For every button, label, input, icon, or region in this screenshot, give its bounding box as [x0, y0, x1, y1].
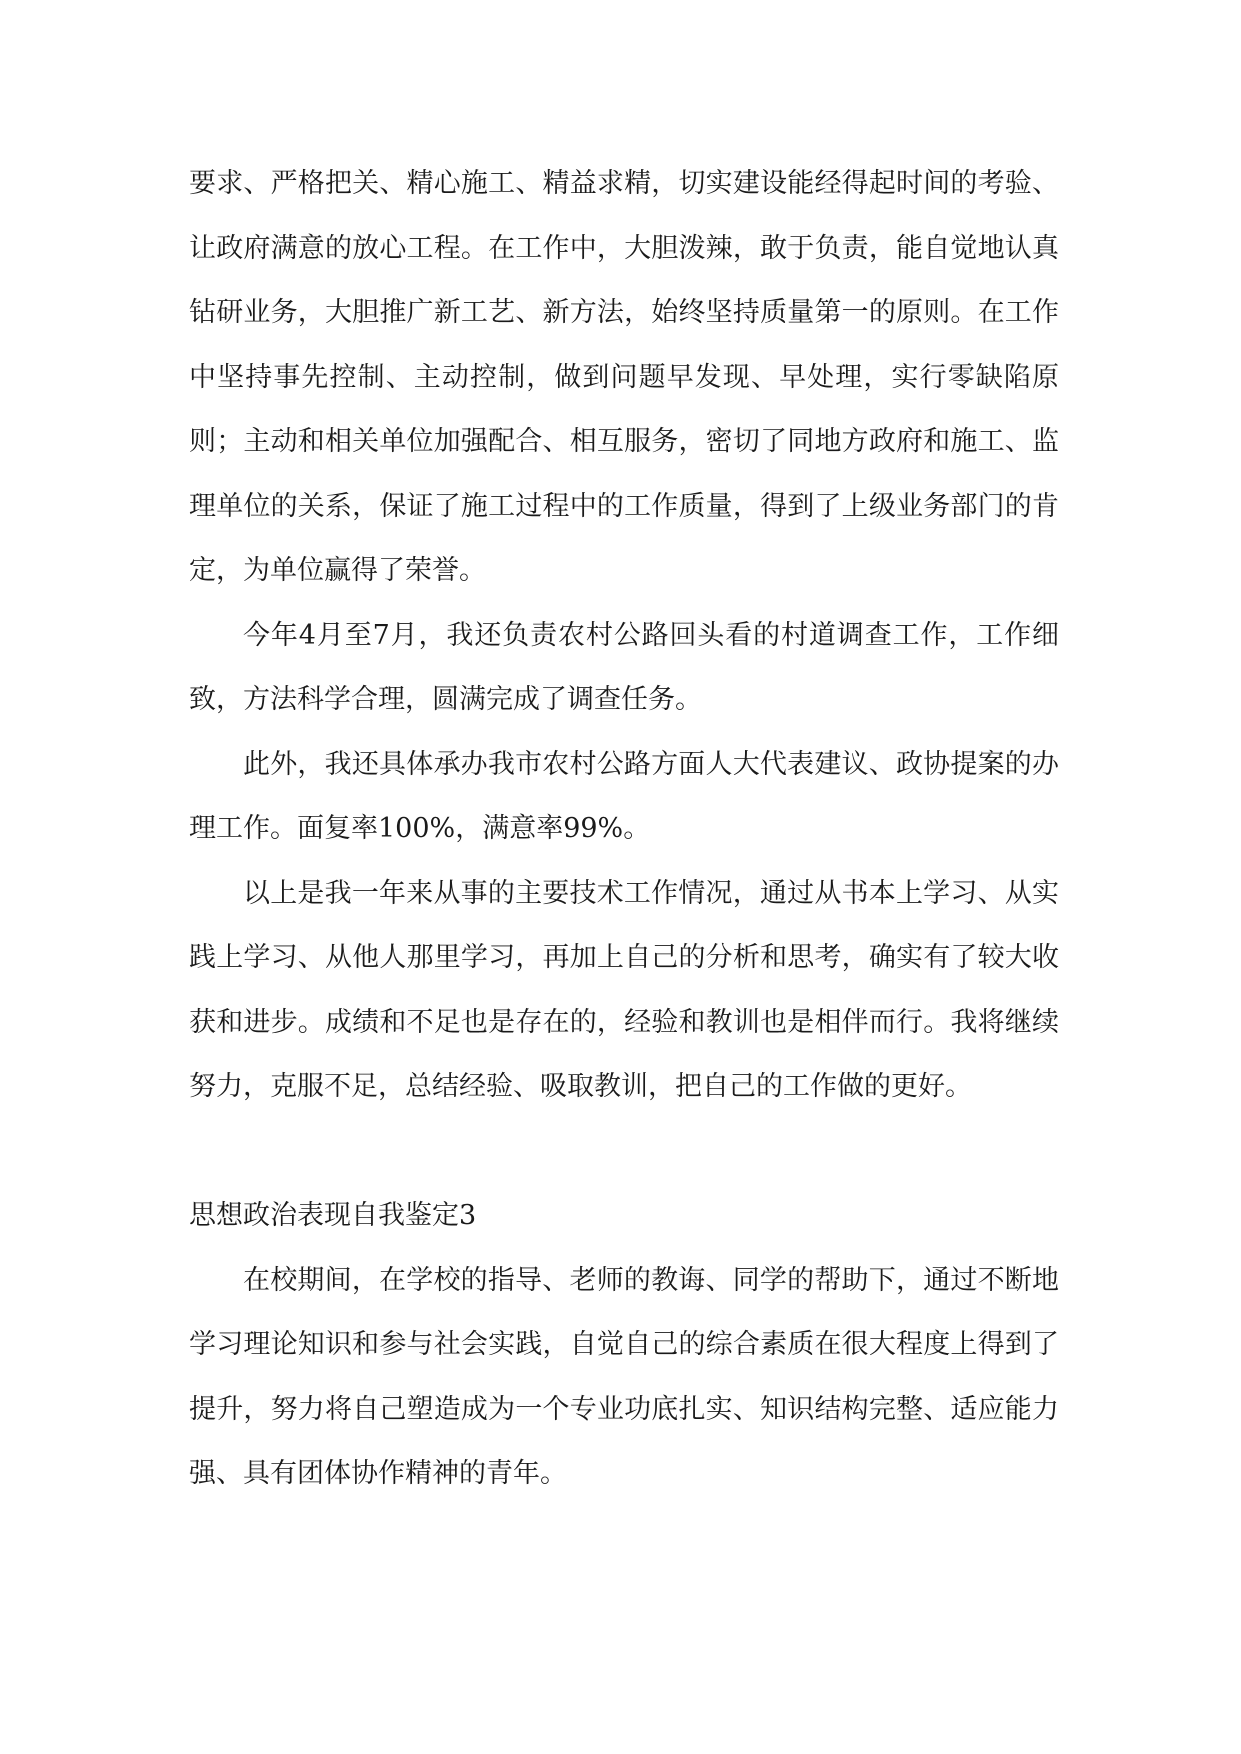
paragraph-proposals-handling: 此外，我还具体承办我市农村公路方面人大代表建议、政协提案的办理工作。面复率100%，满意率99%。: [189, 748, 1059, 844]
section-heading: 思想政治表现自我鉴定3: [189, 1200, 477, 1231]
document-page: [189, 152, 1059, 1507]
paragraph-quality-work: 要求、严格把关、精心施工、精益求精，切实建设能经得起时间的考验、让政府满意的放心工程。在工作中，大胆泼辣，敢于负责，能自觉地认真钻研业务，大胆推广新工艺、新方法，始终坚持质量第一的原则。在工作中坚持事先控制、主动控制，做到问题早发现、早处理，实行零缺陷原则；主动和相关单位加强配合、相互服务，密切了同地方政府和施工、监理单位的关系，保证了施工过程中的工作质量，得到了上级业务部门的肯定，为单位赢得了荣誉。: [189, 168, 1059, 586]
paragraph-school-period: 在校期间，在学校的指导、老师的教诲、同学的帮助下，通过不断地学习理论知识和参与社会实践，自觉自己的综合素质在很大程度上得到了提升，努力将自己塑造成为一个专业功底扎实、知识结构完整、适应能力强、具有团体协作精神的青年。: [189, 1264, 1059, 1489]
paragraph-summary: 以上是我一年来从事的主要技术工作情况，通过从书本上学习、从实践上学习、从他人那里学习，再加上自己的分析和思考，确实有了较大收获和进步。成绩和不足也是存在的，经验和教训也是相伴而行。我将继续努力，克服不足，总结经验、吸取教训，把自己的工作做的更好。: [189, 877, 1059, 1102]
paragraph-village-road-survey: 今年4月至7月，我还负责农村公路回头看的村道调查工作，工作细致，方法科学合理，圆满完成了调查任务。: [189, 619, 1059, 715]
